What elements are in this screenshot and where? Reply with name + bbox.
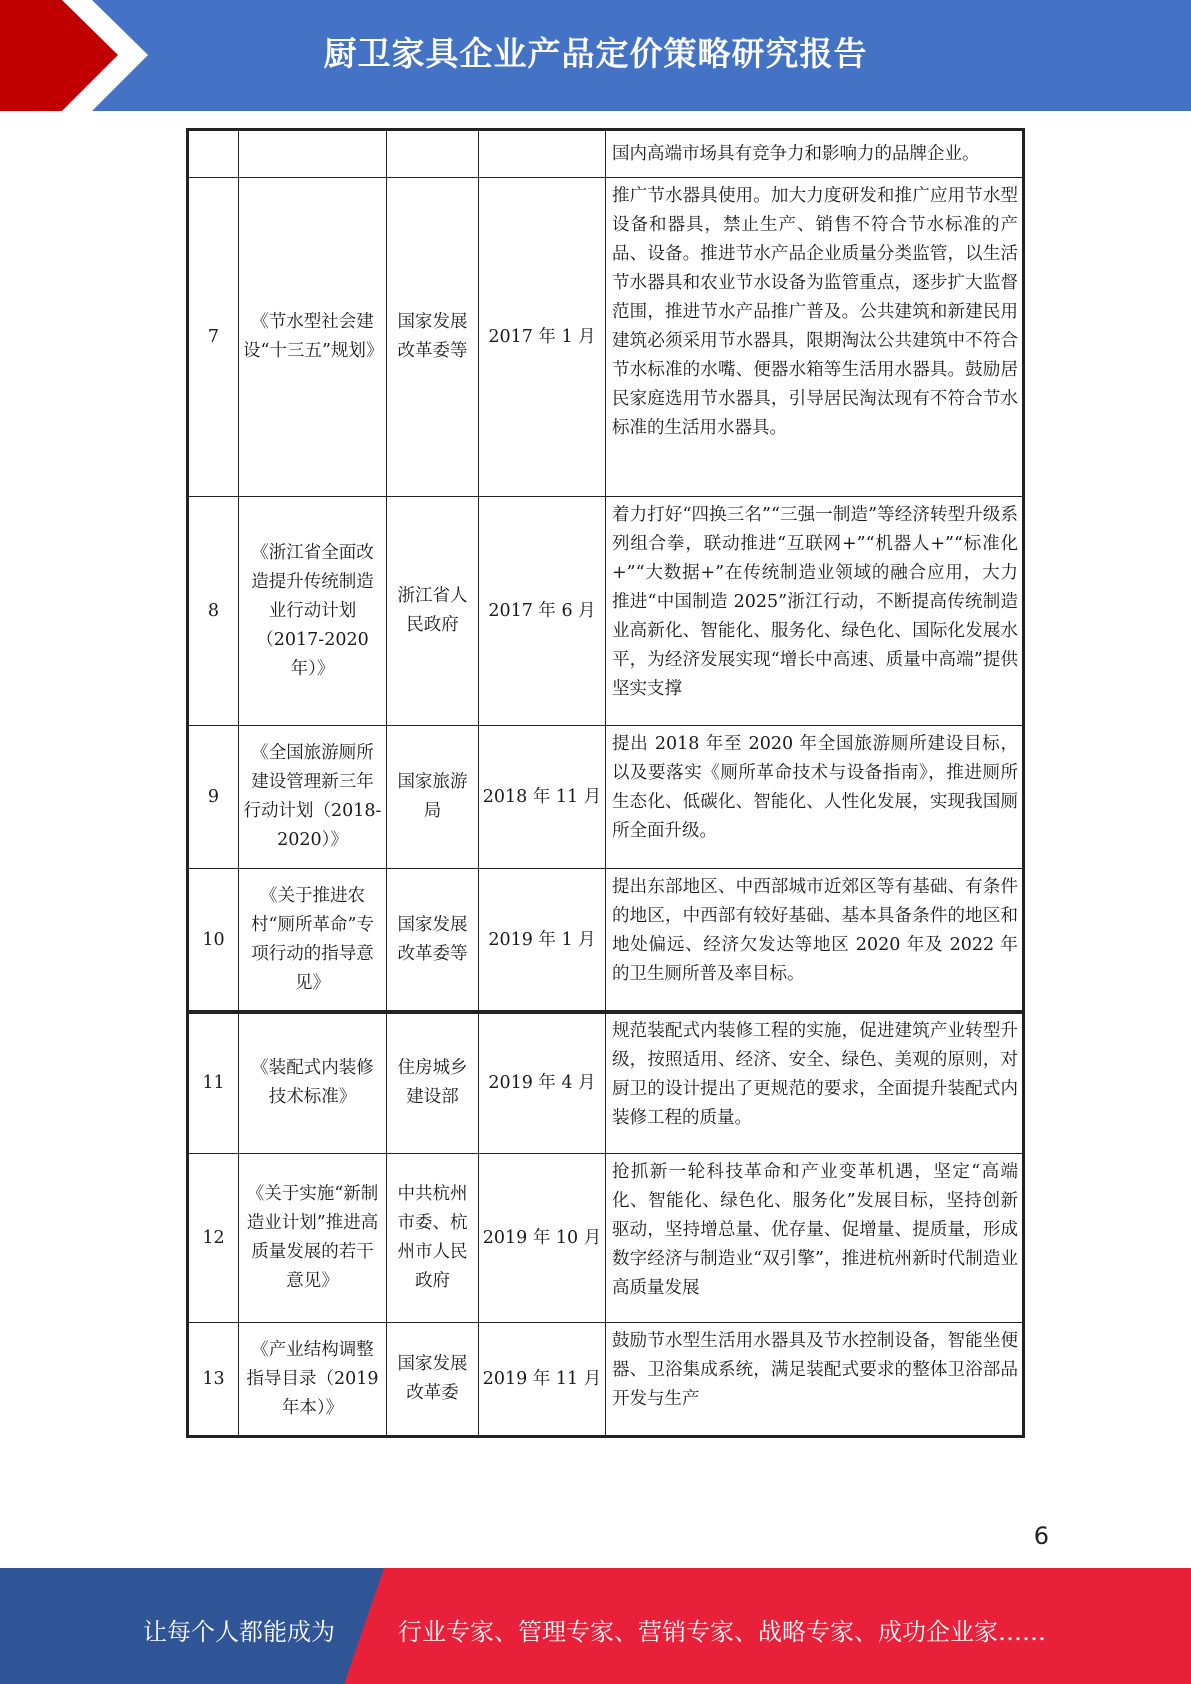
issue-date xyxy=(479,130,606,178)
page-number: 6 xyxy=(1033,1522,1049,1550)
issue-date: 2019 年 1 月 xyxy=(479,869,606,1013)
table-row xyxy=(188,497,1024,726)
header-banner xyxy=(0,0,1191,111)
policy-name: 《全国旅游厕所建设管理新三年行动计划（2018-2020）》 xyxy=(239,726,387,869)
policy-name: 《节水型社会建设“十三五”规划》 xyxy=(239,178,387,497)
issue-date: 2017 年 1 月 xyxy=(479,178,606,497)
policy-table-part2 xyxy=(186,1010,1025,1438)
table-row xyxy=(188,726,1024,869)
issue-date: 2019 年 11 月 xyxy=(479,1323,606,1437)
row-number: 13 xyxy=(188,1323,239,1437)
footer-banner xyxy=(0,1568,1191,1684)
table-row xyxy=(188,1012,1024,1154)
policy-content: 鼓励节水型生活用水器具及节水控制设备，智能坐便器、卫浴集成系统，满足装配式要求的整体卫浴部品开发与生产 xyxy=(606,1323,1024,1437)
issue-date: 2017 年 6 月 xyxy=(479,497,606,726)
issue-date: 2019 年 4 月 xyxy=(479,1012,606,1154)
policy-content: 国内高端市场具有竞争力和影响力的品牌企业。 xyxy=(606,130,1024,178)
policy-name: 《浙江省全面改造提升传统制造业行动计划（2017-2020年）》 xyxy=(239,497,387,726)
issuing-department: 国家发展改革委等 xyxy=(387,869,479,1013)
policy-content: 提出 2018 年至 2020 年全国旅游厕所建设目标，以及要落实《厕所革命技术与设备指南》，推进厕所生态化、低碳化、智能化、人性化发展，实现我国厕所全面升级。 xyxy=(606,726,1024,869)
row-number: 12 xyxy=(188,1154,239,1323)
row-number: 7 xyxy=(188,178,239,497)
table-row xyxy=(188,1323,1024,1437)
issuing-department: 国家发展改革委 xyxy=(387,1323,479,1437)
table-row xyxy=(188,130,1024,178)
issue-date: 2019 年 10 月 xyxy=(479,1154,606,1323)
policy-table-part1 xyxy=(186,128,1025,1014)
issuing-department: 住房城乡建设部 xyxy=(387,1012,479,1154)
row-number: 9 xyxy=(188,726,239,869)
row-number: 11 xyxy=(188,1012,239,1154)
policy-content: 抢抓新一轮科技革命和产业变革机遇，坚定“高端化、智能化、绿色化、服务化”发展目标，坚持创新驱动，坚持增总量、优存量、促增量、提质量，形成数字经济与制造业“双引擎”，推进杭州新时代制造业高质量发展 xyxy=(606,1154,1024,1323)
footer-slogan-left: 让每个人都能成为 xyxy=(143,1618,335,1646)
row-number xyxy=(188,130,239,178)
policy-name: 《产业结构调整指导目录（2019年本）》 xyxy=(239,1323,387,1437)
table-row xyxy=(188,869,1024,1013)
row-number: 10 xyxy=(188,869,239,1013)
policy-content: 提出东部地区、中西部城市近郊区等有基础、有条件的地区，中西部有较好基础、基本具备条件的地区和地处偏远、经济欠发达等地区 2020 年及 2022 年的卫生厕所普及率目标。 xyxy=(606,869,1024,1013)
policy-content: 规范装配式内装修工程的实施，促进建筑产业转型升级，按照适用、经济、安全、绿色、美观的原则，对厨卫的设计提出了更规范的要求，全面提升装配式内装修工程的质量。 xyxy=(606,1012,1024,1154)
issuing-department: 国家发展改革委等 xyxy=(387,178,479,497)
policy-content: 着力打好“四换三名”“三强一制造”等经济转型升级系列组合拳，联动推进“互联网+”“机器人+”“标准化+”“大数据+”在传统制造业领域的融合应用，大力推进“中国制造 2025”浙江行动，不断提高传统制造业高新化、智能化、服务化、绿色化、国际化发展水平，为经济发展实现“增长中高速、质量中高端”提供坚实支撑 xyxy=(606,497,1024,726)
policy-name: 《关于推进农村“厕所革命”专项行动的指导意见》 xyxy=(239,869,387,1013)
footer-slogan-right: 行业专家、管理专家、营销专家、战略专家、成功企业家…… xyxy=(398,1618,1046,1646)
issuing-department xyxy=(387,130,479,178)
table-row xyxy=(188,178,1024,497)
policy-name: 《装配式内装修技术标准》 xyxy=(239,1012,387,1154)
report-title: 厨卫家具企业产品定价策略研究报告 xyxy=(323,34,868,73)
row-number: 8 xyxy=(188,497,239,726)
policy-name xyxy=(239,130,387,178)
issuing-department: 国家旅游局 xyxy=(387,726,479,869)
issue-date: 2018 年 11 月 xyxy=(479,726,606,869)
policy-name: 《关于实施“新制造业计划”推进高质量发展的若干意见》 xyxy=(239,1154,387,1323)
issuing-department: 浙江省人民政府 xyxy=(387,497,479,726)
issuing-department: 中共杭州市委、杭州市人民政府 xyxy=(387,1154,479,1323)
policy-content: 推广节水器具使用。加大力度研发和推广应用节水型设备和器具，禁止生产、销售不符合节水标准的产品、设备。推进节水产品企业质量分类监管，以生活节水器具和农业节水设备为监管重点，逐步扩大监督范围，推进节水产品推广普及。公共建筑和新建民用建筑必须采用节水器具，限期淘汰公共建筑中不符合节水标准的水嘴、便器水箱等生活用水器具。鼓励居民家庭选用节水器具，引导居民淘汰现有不符合节水标准的生活用水器具。 xyxy=(606,178,1024,497)
table-row xyxy=(188,1154,1024,1323)
